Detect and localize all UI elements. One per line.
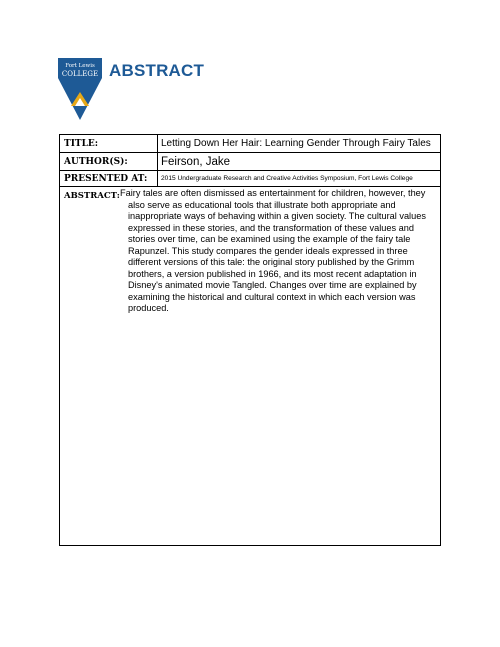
- abstract-form: [59, 134, 441, 546]
- abstract-label: ABSTRACT:: [64, 191, 120, 201]
- logo-text-line1: Fort Lewis: [65, 63, 95, 69]
- title-value: Letting Down Her Hair: Learning Gender Through Fairy Tales: [161, 138, 431, 149]
- title-row: [60, 135, 440, 153]
- logo-text-line2: COLLEGE: [61, 70, 99, 78]
- presented-label: PRESENTED AT:: [64, 174, 148, 184]
- author-value: Feirson, Jake: [161, 156, 231, 168]
- presented-value: 2015 Undergraduate Research and Creative Activities Symposium, Fort Lewis College: [161, 175, 413, 182]
- abstract-text: Fairy tales are often dismissed as entertainment for children, however, they also serve as educational tools that illustrate both appropriate and inappropriate ways of behaving within a given society. The cultural values expressed in these stories, and the transformation of these values and stories over time, can be examined using the example of the fairy tale Rapunzel. This study compares the gender ideals expressed in three different versions of this tale: the original story published by the Grimm brothers, a version published in 1966, and its most recent adaptation in Disney's animated movie Tangled. Changes over time are explained by examining the historical and cultural context in which each version was produced.: [120, 188, 426, 313]
- abstract-body: [120, 188, 436, 315]
- page-title: ABSTRACT: [109, 61, 205, 80]
- author-label: AUTHOR(S):: [64, 157, 128, 167]
- author-row: [60, 153, 440, 171]
- title-label: TITLE:: [64, 139, 99, 149]
- logo-emblem: [58, 58, 102, 120]
- presented-row: [60, 171, 440, 187]
- fort-lewis-college-logo: [58, 58, 102, 120]
